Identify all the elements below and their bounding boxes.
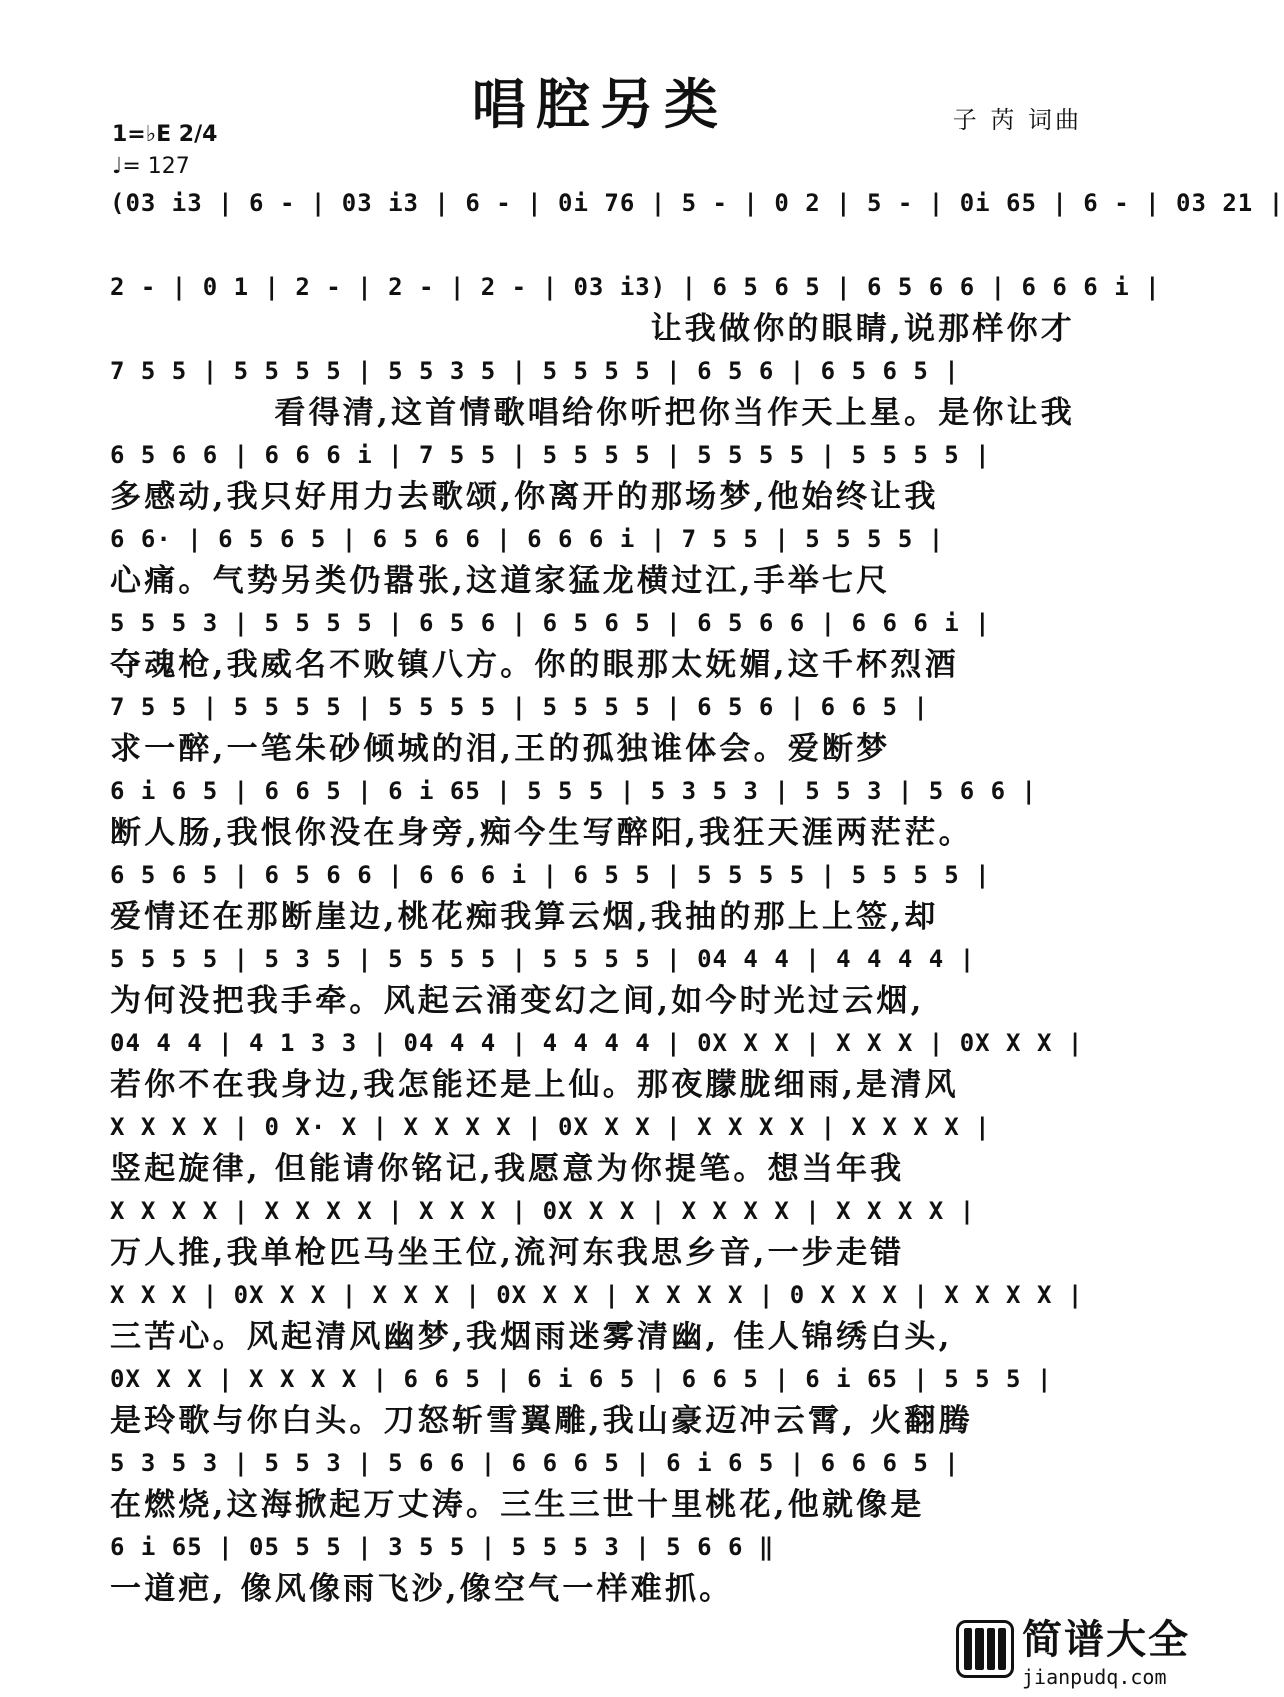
score-system	[110, 766, 1075, 850]
score	[110, 178, 1284, 1607]
notation-line	[110, 1018, 1084, 1068]
song-title: 唱腔另类	[472, 72, 728, 136]
site-logo[interactable]	[956, 1608, 1190, 1689]
score-system	[110, 682, 1075, 766]
notation-line	[110, 430, 1075, 480]
notation-text: 0X X X | X X X X | 6 6 5 | 6 i 6 5 | 6 6 5 | 6 i 65 | 5 5 5 |	[110, 1365, 1053, 1393]
score-system	[110, 262, 1161, 347]
notation-line	[110, 682, 1075, 732]
notation-line	[110, 766, 1075, 816]
score-system	[110, 1186, 1075, 1270]
lyrics-line: 竖起旋律, 但能请你铭记,我愿意为你提笔。想当年我	[110, 1151, 905, 1187]
lyrics-line: 三苦心。风起清风幽梦,我烟雨迷雾清幽, 佳人锦绣白头,	[110, 1319, 953, 1355]
lyrics-line: 爱情还在那断崖边,桃花痴我算云烟,我抽的那上上签,却	[110, 899, 939, 935]
score-system	[110, 1438, 1075, 1522]
notation-text: X X X X | 0 X· X | X X X X | 0X X X | X X X X | X X X X |	[110, 1113, 991, 1141]
score-system	[110, 1522, 1075, 1606]
notation-line	[110, 1102, 1075, 1152]
notation-text: 6 5 6 5 | 6 5 6 6 | 6 6 6 i | 6 5 5 | 5 5 5 5 | 5 5 5 5 |	[110, 861, 991, 889]
tempo-marking: ♩= 127	[112, 154, 190, 179]
lyrics-line: 心痛。气势另类仍嚣张,这道家猛龙横过江,手举七尺	[110, 563, 891, 599]
notation-line	[110, 850, 1075, 900]
notation-text: 6 i 6 5 | 6 6 5 | 6 i 65 | 5 5 5 | 5 3 5 3 | 5 5 3 | 5 6 6 |	[110, 777, 1037, 805]
lyrics-line: 在燃烧,这海掀起万丈涛。三生三世十里桃花,他就像是	[110, 1487, 925, 1523]
score-system	[110, 1270, 1084, 1355]
score-system	[110, 1102, 1075, 1186]
notation-line	[110, 598, 1075, 648]
notation-line	[110, 934, 1075, 984]
score-system	[110, 1018, 1084, 1103]
composer-credit: 子 芮 词曲	[952, 106, 1082, 134]
score-system	[110, 598, 1075, 682]
notation-text: 5 3 5 3 | 5 5 3 | 5 6 6 | 6 6 6 5 | 6 i 6 5 | 6 6 6 5 |	[110, 1449, 960, 1477]
notation-line	[110, 1186, 1075, 1236]
notation-text: 2 - | 0 1 | 2 - | 2 - | 2 - | 03 i3) | 6 5 6 5 | 6 5 6 6 | 6 6 6 i |	[110, 273, 1161, 301]
lyrics-line: 为何没把我手牵。风起云涌变幻之间,如今时光过云烟,	[110, 983, 925, 1019]
notation-line	[110, 262, 1161, 312]
notation-line	[110, 346, 1075, 396]
lyrics-line: 让我做你的眼睛,说那样你才	[650, 311, 1075, 347]
score-system	[110, 934, 1075, 1018]
notation-text: 6 i 65 | 05 5 5 | 3 5 5 | 5 5 5 3 | 5 6 6 ‖	[110, 1533, 775, 1561]
notation-text: (03 i3 | 6 - | 03 i3 | 6 - | 0i 76 | 5 - | 0 2 | 5 - | 0i 65 | 6 - | 03 21 |	[110, 189, 1284, 217]
score-system	[110, 430, 1075, 514]
lyrics-line: 若你不在我身边,我怎能还是上仙。那夜朦胧细雨,是清风	[110, 1067, 959, 1103]
lyrics-line	[110, 228, 1075, 262]
piano-icon	[956, 1620, 1014, 1678]
score-system	[110, 1354, 1075, 1438]
notation-text: 5 5 5 3 | 5 5 5 5 | 6 5 6 | 6 5 6 5 | 6 5 6 6 | 6 6 6 i |	[110, 609, 991, 637]
notation-text: 04 4 4 | 4 1 3 3 | 04 4 4 | 4 4 4 4 | 0X X X | X X X | 0X X X |	[110, 1029, 1084, 1057]
logo-url: jianpudq.com	[1022, 1665, 1167, 1689]
notation-line	[110, 1354, 1075, 1404]
score-system	[110, 178, 1284, 262]
notation-text: X X X | 0X X X | X X X | 0X X X | X X X X | 0 X X X | X X X X |	[110, 1281, 1084, 1309]
key-signature: 1=♭E 2/4	[112, 122, 218, 147]
notation-line	[110, 514, 1075, 564]
notation-text: 7 5 5 | 5 5 5 5 | 5 5 5 5 | 5 5 5 5 | 6 5 6 | 6 6 5 |	[110, 693, 929, 721]
lyrics-line: 夺魂枪,我威名不败镇八方。你的眼那太妩媚,这千杯烈酒	[110, 647, 959, 683]
lyrics-line: 万人推,我单枪匹马坐王位,流河东我思乡音,一步走错	[110, 1235, 905, 1271]
notation-line	[110, 1438, 1075, 1488]
lyrics-line: 看得清,这首情歌唱给你听把你当作天上星。是你让我	[274, 395, 1075, 431]
lyrics-line: 多感动,我只好用力去歌颂,你离开的那场梦,他始终让我	[110, 479, 939, 515]
notation-text: 6 6· | 6 5 6 5 | 6 5 6 6 | 6 6 6 i | 7 5 5 | 5 5 5 5 |	[110, 525, 945, 553]
notation-line	[110, 1270, 1084, 1320]
notation-line	[110, 178, 1284, 228]
notation-line	[110, 1522, 1075, 1572]
notation-text: X X X X | X X X X | X X X | 0X X X | X X X X | X X X X |	[110, 1197, 976, 1225]
lyrics-line: 求一醉,一笔朱砂倾城的泪,王的孤独谁体会。爱断梦	[110, 731, 891, 767]
lyrics-line: 断人肠,我恨你没在身旁,痴今生写醉阳,我狂天涯两茫茫。	[110, 815, 973, 851]
score-system	[110, 346, 1075, 430]
lyrics-line: 是玲歌与你白头。刀怒斩雪翼雕,我山豪迈冲云霄, 火翻腾	[110, 1403, 973, 1439]
notation-text: 7 5 5 | 5 5 5 5 | 5 5 3 5 | 5 5 5 5 | 6 5 6 | 6 5 6 5 |	[110, 357, 960, 385]
score-system	[110, 514, 1075, 598]
score-system	[110, 850, 1075, 934]
logo-name: 简谱大全	[1022, 1617, 1190, 1663]
lyrics-line: 一道疤, 像风像雨飞沙,像空气一样难抓。	[110, 1571, 734, 1607]
notation-text: 6 5 6 6 | 6 6 6 i | 7 5 5 | 5 5 5 5 | 5 5 5 5 | 5 5 5 5 |	[110, 441, 991, 469]
notation-text: 5 5 5 5 | 5 3 5 | 5 5 5 5 | 5 5 5 5 | 04 4 4 | 4 4 4 4 |	[110, 945, 976, 973]
